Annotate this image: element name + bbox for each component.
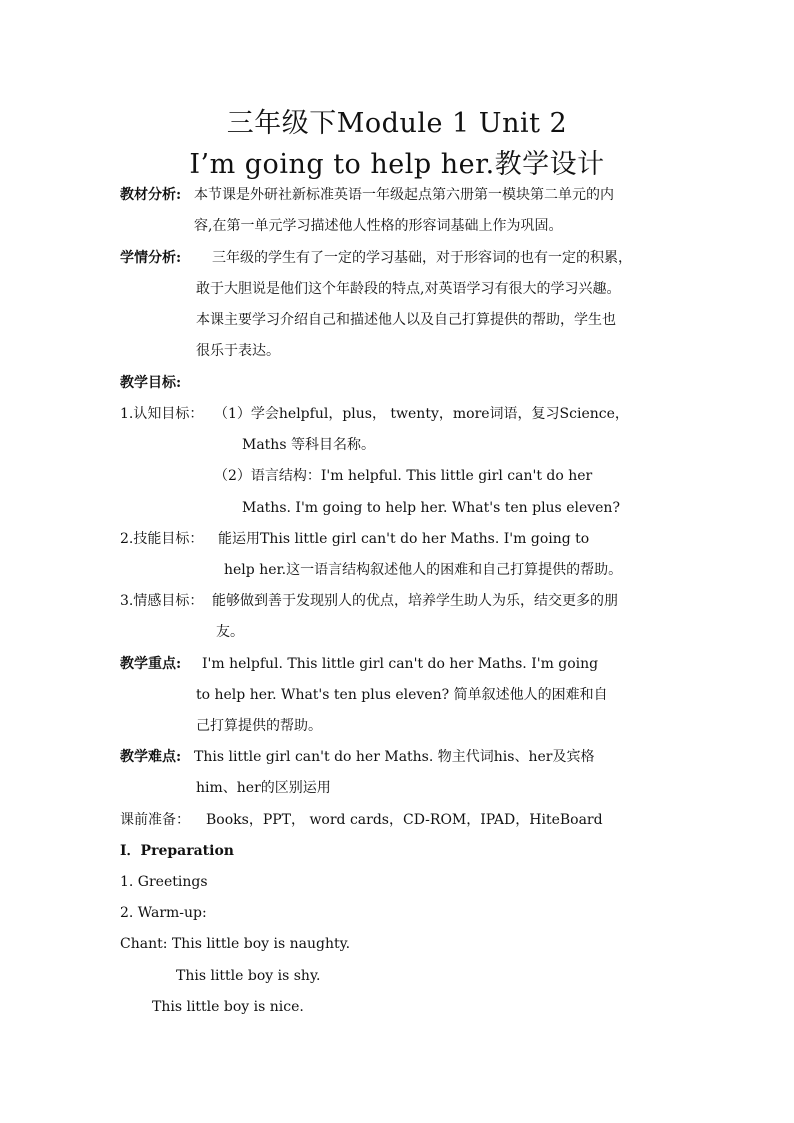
materials-label: 教材分析:	[120, 187, 182, 203]
difficulties-line2: him、her的区别运用	[196, 780, 331, 796]
section-heading-preparation: Ⅰ．Preparation	[120, 843, 234, 859]
key-points-line2: to help her. What's ten plus eleven? 简单叙述他人的困难和自	[196, 687, 608, 703]
chant-line2: This little boy is shy.	[176, 968, 321, 984]
students-text-line2: 敢于大胆说是他们这个年龄段的特点,对英语学习有很大的学习兴趣。	[196, 281, 621, 297]
goal3-line1: 能够做到善于发现别人的优点，培养学生助人为乐，结交更多的朋	[212, 593, 618, 609]
goal2-line1: 能运用This little girl can't do her Maths. I'm going to	[218, 531, 590, 547]
materials-text-line1: 本节课是外研社新标准英语一年级起点第六册第一模块第二单元的内	[194, 187, 614, 203]
key-points-line1: I'm helpful. This little girl can't do her Maths. I'm going	[202, 656, 599, 672]
chant-line1: Chant: This little boy is naughty.	[120, 936, 351, 952]
materials-text-line2: 容,在第一单元学习描述他人性格的形容词基础上作为巩固。	[194, 218, 563, 234]
chant-line3: This little boy is nice.	[152, 999, 304, 1015]
step-greetings: 1. Greetings	[120, 874, 208, 890]
prep-text: Books，PPT， word cards，CD-ROM，IPAD，HiteBoard	[206, 812, 603, 828]
students-label: 学情分析:	[120, 250, 182, 266]
difficulties-line1: This little girl can't do her Maths. 物主代词his、her及宾格	[194, 749, 595, 765]
goal2-line2: help her.这一语言结构叙述他人的困难和自己打算提供的帮助。	[224, 562, 623, 578]
difficulties-label: 教学难点:	[120, 749, 182, 765]
step-warm-up: 2. Warm-up:	[120, 905, 207, 921]
goal2-label: 2.技能目标：	[120, 531, 204, 547]
goal3-label: 3.情感目标：	[120, 593, 204, 609]
key-points-label: 教学重点:	[120, 656, 182, 672]
document-title-line2: I’m going to help her.教学设计	[189, 149, 605, 180]
goal1-b-line1: （2）语言结构：I'm helpful. This little girl can't do her	[214, 468, 593, 484]
document-title-line1: 三年级下Module 1 Unit 2	[226, 108, 568, 139]
goal1-a-line1: （1）学会helpful，plus， twenty，more词语，复习Science，	[214, 406, 629, 422]
prep-label: 课前准备：	[120, 812, 190, 828]
goal1-b-line2: Maths. I'm going to help her. What's ten plus eleven?	[242, 500, 620, 516]
students-text-line4: 很乐于表达。	[196, 343, 280, 359]
students-text-line3: 本课主要学习介绍自己和描述他人以及自己打算提供的帮助，学生也	[196, 312, 616, 328]
goal1-a-line2: Maths 等科目名称。	[242, 437, 375, 453]
key-points-line3: 己打算提供的帮助。	[196, 718, 322, 734]
goal3-line2: 友。	[216, 624, 244, 640]
goal1-label: 1.认知目标：	[120, 406, 204, 422]
goals-label: 教学目标:	[120, 375, 182, 391]
students-text-line1: 三年级的学生有了一定的学习基础，对于形容词的也有一定的积累，	[212, 250, 632, 266]
